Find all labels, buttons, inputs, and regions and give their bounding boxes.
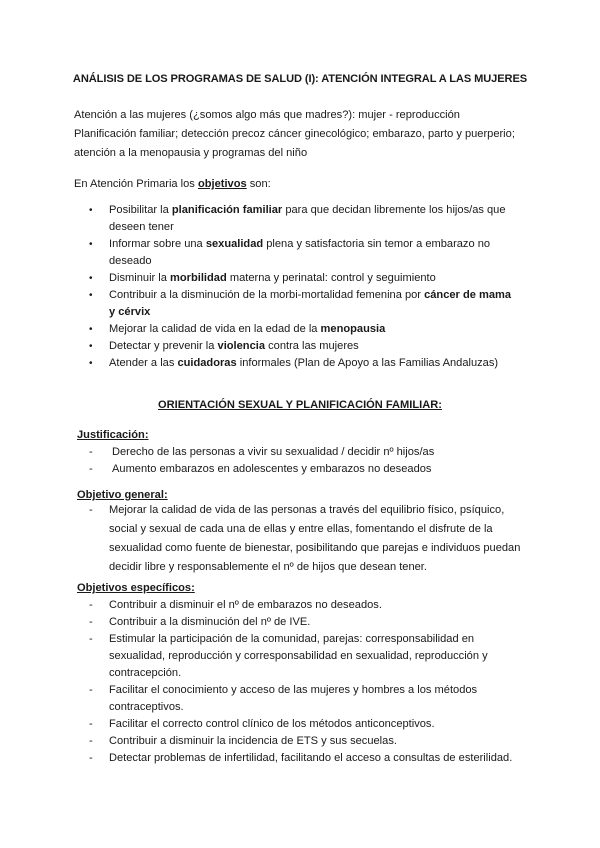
dash-marker: -: [89, 599, 93, 611]
item-text: Aumento embarazos en adolescentes y embarazos no deseados: [112, 463, 432, 475]
dash-marker: -: [89, 504, 93, 516]
item-text: materna y perinatal: control y seguimiento: [226, 272, 436, 284]
item-bold: cáncer de mama y cérvix: [109, 289, 512, 318]
item-text: Posibilitar la: [109, 204, 172, 216]
bullet: •: [89, 273, 93, 284]
dash-marker: -: [89, 446, 93, 458]
heading-text: Justificación: [77, 429, 145, 441]
dash-marker: -: [89, 752, 93, 764]
list-item: [0, 750, 521, 767]
objectives-intro-pre: En Atención Primaria los: [74, 178, 198, 190]
intro-paragraph: [74, 107, 544, 164]
item-text: Contribuir a disminuir el nº de embarazos no deseados.: [109, 599, 382, 611]
list-item: [0, 355, 519, 372]
item-text: informales (Plan de Apoyo a las Familias Andaluzas): [236, 357, 499, 369]
bullet: •: [89, 341, 93, 352]
justificacion-list: [0, 444, 600, 478]
item-text: Detectar y prevenir la: [109, 340, 218, 352]
item-text: Detectar problemas de infertilidad, facilitando el acceso a consultas de esterilidad.: [109, 752, 513, 764]
item-bold: menopausia: [320, 323, 386, 335]
list-item: [0, 202, 519, 236]
bullet: •: [89, 239, 93, 250]
dash-marker: -: [89, 616, 93, 628]
item-bold: cuidadoras: [177, 357, 237, 369]
list-item: [0, 501, 521, 577]
heading-colon: :: [191, 582, 195, 594]
objectives-list: [0, 202, 600, 372]
item-text: Mejorar la calidad de vida en la edad de la: [109, 323, 321, 335]
objectives-keyword: objetivos: [197, 178, 247, 190]
bullet: •: [89, 324, 93, 335]
dash-marker: -: [89, 463, 93, 475]
list-item: [0, 682, 521, 716]
item-text: Mejorar la calidad de vida de las personas a través del equilibrio físico, psíquico, social y sexual de cada una de ellas y entre ellas, fomentando el disfrute de la sexualidad como fuente de bienestar, posibilitando que parejas e individuos puedan decidir libre y responsablemente el nº de hijos que desean tener.: [109, 504, 521, 573]
list-item: [0, 461, 521, 478]
list-item: [0, 631, 521, 682]
bullet: •: [89, 358, 93, 369]
dash-marker: -: [89, 718, 93, 730]
dash-marker: -: [89, 735, 93, 747]
item-bold: violencia: [217, 340, 266, 352]
item-text: Contribuir a disminuir la incidencia de ETS y sus secuelas.: [109, 735, 397, 747]
intro-line: atención a la menopausia y programas del niño: [74, 147, 308, 159]
item-bold: sexualidad: [205, 238, 264, 250]
item-text: Contribuir a la disminución del nº de IVE.: [109, 616, 311, 628]
bullet: •: [89, 290, 93, 301]
heading-text: Objetivos específicos: [77, 582, 192, 594]
heading-colon: :: [163, 489, 168, 501]
list-item: [0, 733, 521, 750]
justificacion-heading: [77, 427, 149, 444]
objetivo-general-list: [0, 501, 600, 577]
section-title: ORIENTACIÓN SEXUAL Y PLANIFICACIÓN FAMILIAR:: [158, 399, 442, 411]
item-text: Contribuir a la disminución de la morbi-mortalidad femenina por: [109, 289, 425, 301]
item-text: Facilitar el correcto control clínico de los métodos anticonceptivos.: [109, 718, 435, 730]
item-text: Atender a las: [109, 357, 178, 369]
page-title: ANÁLISIS DE LOS PROGRAMAS DE SALUD (I): ATENCIÓN INTEGRAL A LAS MUJERES: [72, 73, 528, 85]
list-item: [0, 614, 521, 631]
heading-colon: :: [144, 429, 149, 441]
bullet: •: [89, 205, 93, 216]
item-text: Disminuir la: [109, 272, 171, 284]
item-text: Estimular la participación de la comunidad, parejas: corresponsabilidad en sexualidad, reproducción y corresponsabilidad en sexualidad, reproducción y contracepción.: [109, 633, 488, 679]
intro-line: Atención a las mujeres (¿somos algo más que madres?): mujer - reproducción: [74, 109, 460, 121]
dash-marker: -: [89, 684, 93, 696]
list-item: [0, 444, 521, 461]
objectives-intro: [74, 176, 271, 193]
item-text: contra las mujeres: [265, 340, 359, 352]
item-text: plena y satisfactoria sin temor a embarazo no deseado: [109, 238, 491, 267]
item-bold: planificación familiar: [171, 204, 283, 216]
dash-marker: -: [89, 633, 93, 645]
item-text: Facilitar el conocimiento y acceso de las mujeres y hombres a los métodos contraceptivos.: [109, 684, 478, 713]
list-item: [0, 236, 519, 270]
list-item: [0, 597, 521, 614]
objetivos-especificos-list: [0, 597, 600, 767]
list-item: [0, 270, 519, 287]
item-text: para que decidan libremente los hijos/as que deseen tener: [109, 204, 506, 233]
list-item: [0, 716, 521, 733]
intro-line: Planificación familiar; detección precoz cáncer ginecológico; embarazo, parto y puerperio;: [74, 128, 515, 140]
item-text: Informar sobre una: [109, 238, 206, 250]
list-item: [0, 338, 519, 355]
list-item: [0, 321, 519, 338]
objetivos-especificos-heading: [77, 580, 195, 597]
item-text: Derecho de las personas a vivir su sexualidad / decidir nº hijos/as: [112, 446, 435, 458]
heading-text: Objetivo general: [77, 489, 164, 501]
item-bold: morbilidad: [170, 272, 227, 284]
list-item: [0, 287, 519, 321]
objectives-intro-post: son:: [246, 178, 271, 190]
